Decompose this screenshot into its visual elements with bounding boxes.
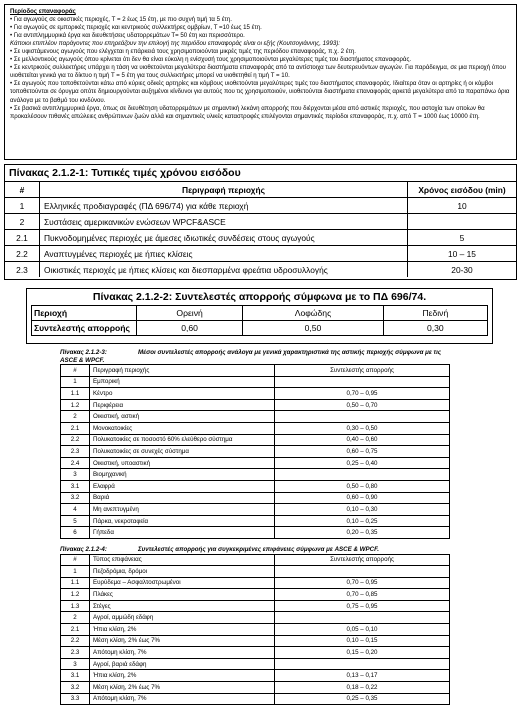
runoff-coefficient-pd-table [26,288,493,344]
row-value: 0,18 – 0,22 [275,682,450,694]
row-value [275,658,450,670]
notes-line: • Σε κεντρικούς συλλεκτήρες υπάρχει η τάση να υιοθετούνται μεγαλύτερα διαστήματα επαναφοράς από τα αντίστοιχα των δευτερευόντων αγωγών. Για παράδειγμα, σε μια περιοχή όπου υιοθετείται γενικά για το δίκτυο η τιμή T = 5 έτη για τους συλλεκτήρες μπορεί να υιοθετηθεί η τιμή T = 10. [10,64,506,80]
surface-runoff-table [60,546,450,705]
row-description: Οικιστική, υποαστική [90,457,275,469]
row-number: 3.1 [61,480,90,492]
row-number: 2.4 [61,457,90,469]
row-description: Αγροί, αμμώδη εδάφη [90,612,275,624]
row-description: Ελληνικές προδιαγραφές (ΠΔ 696/74) για κάθε περιοχή [40,198,408,214]
header-cell: # [61,365,90,377]
row-value: 0,50 – 0,80 [275,480,450,492]
table-row [61,480,450,492]
row-number: 2.2 [61,635,90,647]
row-value: 0,25 – 0,40 [275,457,450,469]
table-caption: Πίνακας 2.1.2-1: Τυπικές τιμές χρόνου εισόδου [9,167,241,179]
row-number: 2.1 [61,624,90,636]
row-number: 3.1 [61,670,90,682]
row-value: 0,40 – 0,60 [275,434,450,446]
table-row [61,647,450,659]
row-description: Μέση κλίση, 2% έως 7% [90,635,275,647]
table-body [60,554,450,706]
table-row [61,612,450,624]
table-row [61,600,450,612]
row-number: 3 [61,469,90,481]
header-cell: # [5,182,40,198]
table-row [61,515,450,527]
table-row [5,198,516,214]
notes-line: • Σε βασικά αντιπλημμυρικά έργα, όπως σε διευθέτηση υδατορρεμάτων με σημαντική λεκάνη απορροής που διέρχονται μέσα από αστικές περιοχές, που αστοχία των οποίων θα προκαλέσουν πιθανές απώλειες ανθρώπινων ζωών αλλά και σημαντικές υλικές καταστροφές επιλέγονται σημαντικές περίοδοι επαναφοράς, π.χ. από T = 1000 έως 10000 έτη. [10,104,485,120]
row-value: 0,10 – 0,25 [275,515,450,527]
row-value: 0,15 – 0,20 [275,647,450,659]
row-number: 1.2 [61,589,90,601]
row-number: 1.3 [61,600,90,612]
row-value: 10 – 15 [408,246,517,262]
row-description: Οικιστικές περιοχές με ήπιες κλίσεις και διεσπαρμένα φρεάτια υδροσυλλογής [40,262,408,278]
row-label: Συντελεστής απορροής [32,321,137,336]
table-row [61,492,450,504]
row-description: Πάρκα, νεκροταφεία [90,515,275,527]
row-value [275,612,450,624]
row-description: Εμπορική [90,376,275,388]
header-cell: Περιοχή [32,306,137,321]
row-description: Βιομηχανική [90,469,275,481]
row-number: 2.3 [61,647,90,659]
row-value: 0,30 [383,321,487,336]
table-row [61,422,450,434]
table-row [61,527,450,539]
row-description: Ελαφρά [90,480,275,492]
row-description: Πολυκατοικίες σε συνεχές σύστημα [90,446,275,458]
table-row [61,577,450,589]
row-description: Ήπια κλίση, 2% [90,670,275,682]
row-description: Γήπεδα [90,527,275,539]
row-number: 3.2 [61,492,90,504]
row-number: 1 [61,566,90,578]
table-row [61,635,450,647]
table-row [61,566,450,578]
table-row [61,388,450,400]
table-row [61,693,450,705]
row-number: 2.2 [61,434,90,446]
row-value: 0,75 – 0,95 [275,600,450,612]
header-cell: Περιγραφή περιοχής [40,182,408,198]
row-value: 0,10 – 0,30 [275,504,450,516]
row-value [275,376,450,388]
notes-line: Κάποιοι επιπλέον παράγοντες που επηρεάζουν την επιλογή της περιόδου επαναφοράς είναι οι εξής (Κουτσογιάννης, 1993): [10,40,340,48]
row-number: 4 [61,504,90,516]
row-description: Αναπτυγμένες περιοχές με ήπιες κλίσεις [40,246,408,262]
header-cell: Χρόνος εισόδου (min) [408,182,517,198]
row-description: Αγροί, βαριά εδάφη [90,658,275,670]
row-number: 2 [61,612,90,624]
row-number: 2.1 [61,422,90,434]
table-row [61,682,450,694]
row-value: 0,30 – 0,50 [275,422,450,434]
row-number: 2 [61,411,90,423]
header-cell: Ορεινή [137,306,243,321]
row-value: 0,50 [243,321,383,336]
notes-line: • Σε υφιστάμενους αγωγούς που ελέγχεται η επάρκειά τους χρησιμοποιούνται μικρές τιμές της περιόδου επαναφοράς, π.χ. 2 έτη. [10,48,356,56]
table-row [61,376,450,388]
row-number: 6 [61,527,90,539]
table-body [60,364,450,539]
table-header-row [5,182,516,198]
row-description: Ευρύδεμα – Ασφαλτοστρωμένοι [90,577,275,589]
row-number: 2.1 [5,230,40,246]
row-value: 0,70 – 0,95 [275,388,450,400]
row-value: 0,13 – 0,17 [275,670,450,682]
table-caption [60,546,450,554]
row-number: 2.3 [5,262,40,278]
table-row [61,411,450,423]
row-description: Πεζοδρόμια, δρόμοι [90,566,275,578]
header-cell: Τύπος επιφάνειας [90,554,275,566]
row-value [275,469,450,481]
table-header-row [61,365,450,377]
row-value: 0,70 – 0,95 [275,577,450,589]
row-value [408,214,517,230]
row-description: Πλάκες [90,589,275,601]
table-row [61,399,450,411]
table-header-row [32,306,488,321]
row-description: Μέση κλίση, 2% έως 7% [90,682,275,694]
header-cell: Συντελεστής απορροής [275,365,450,377]
row-value: 10 [408,198,517,214]
table-row [61,434,450,446]
header-cell: Λοφώδης [243,306,383,321]
row-value: 0,05 – 0,10 [275,624,450,636]
row-value: 0,20 – 0,35 [275,527,450,539]
table-row [32,321,488,336]
table-row [61,624,450,636]
row-description: Πολυκατοικίες σε ποσοστό 60% ελεύθερο σύστημα [90,434,275,446]
row-description: Απότομη κλίση, 7% [90,693,275,705]
row-number: 1.1 [61,388,90,400]
notes-line: • Σε αγωγούς που τοποθετούνται κάτω από κύριες οδικές αρτηρίες και κόμβους υιοθετούνται μεγαλύτερες τιμές του διαστήματος επαναφοράς. Ιδιαίτερα όταν οι αρτηρίες ή οι κόμβοι τοποθετούνται σε όρυγμα οπότε δημιουργούνται αυξημένοι κίνδυνοι για αυτούς που τις χρησιμοποιούν, υιοθετούνται διαστήματα επαναφοράς αρκετά μεγαλύτερα από τα παραπάνω όρια ανάλογα με το βαθμό του κινδύνου. [10,80,510,104]
table-row [61,589,450,601]
caption-text: Μέσοι συντελεστές απορροής ανάλογα με γενικά χαρακτηριστικά της αστικής περιοχής σύμφωνα με τις ASCE & WPCF. [60,349,442,364]
row-description: Περιφέρεια [90,399,275,411]
notes-line: • Για αγωγούς σε εμπορικές περιοχές και κεντρικούς συλλεκτήρες ομβρίων, T =10 έως 15 έτη. [10,24,262,32]
row-value: 0,60 – 0,75 [275,446,450,458]
header-cell: Πεδινή [383,306,487,321]
row-number: 1.2 [61,399,90,411]
row-value: 5 [408,230,517,246]
notes-line: • Σε μελλοντικούς αγωγούς όπου κρίνεται ότι δεν θα είναι εύκολη η ενίσχυσή τους χρησιμοποιούνται μεγαλύτερες τιμές του διαστήματος επαναφοράς. [10,56,412,64]
row-description: Στέγες [90,600,275,612]
row-value: 0,60 – 0,90 [275,492,450,504]
row-value [275,566,450,578]
row-description: Μονοκατοικίες [90,422,275,434]
table-row [61,504,450,516]
table-row [61,457,450,469]
row-value: 0,10 – 0,15 [275,635,450,647]
table-row [5,262,516,278]
caption-text: Συντελεστές απορροής για συγκεκριμένες επιφάνειες σύμφωνα με ASCE & WPCF. [138,546,379,553]
row-value: 0,50 – 0,70 [275,399,450,411]
row-value: 0,25 – 0,35 [275,693,450,705]
table-row [61,670,450,682]
row-number: 1 [5,198,40,214]
row-number: 2 [5,214,40,230]
row-value: 20-30 [408,262,517,278]
table-header-row [61,554,450,566]
row-value: 0,60 [137,321,243,336]
inlet-time-table [4,164,517,280]
return-period-notes [4,4,517,160]
row-description: Ήπια κλίση, 2% [90,624,275,636]
row-value [275,411,450,423]
table-row [61,469,450,481]
table-row [5,214,516,230]
notes-line: • Για αντιπλημμυρικά έργα και διευθετήσεις υδατορρεμάτων T= 50 έτη και περισσότερο. [10,32,245,40]
caption-key: Πίνακας 2.1.2-4: [60,546,107,553]
row-number: 5 [61,515,90,527]
urban-runoff-table [60,349,450,539]
row-number: 1 [61,376,90,388]
table-row [5,246,516,262]
table-row [61,446,450,458]
table-caption: Πίνακας 2.1.2-2: Συντελεστές απορροής σύμφωνα με το ΠΔ 696/74. [92,291,427,303]
row-description: Συστάσεις αμερικανικών ενώσεων WPCF&ASCE [40,214,408,230]
row-number: 1.1 [61,577,90,589]
row-value: 0,70 – 0,85 [275,589,450,601]
row-number: 3.2 [61,682,90,694]
header-cell: Περιγραφή περιοχής [90,365,275,377]
header-cell: Συντελεστής απορροής [275,554,450,566]
row-description: Απότομη κλίση, 7% [90,647,275,659]
row-description: Μη ανεπτυγμένη [90,504,275,516]
row-description: Οικιστική, αστική [90,411,275,423]
caption-key: Πίνακας 2.1.2-3: [60,349,107,356]
row-number: 2.3 [61,446,90,458]
row-number: 2.2 [5,246,40,262]
row-description: Βαριά [90,492,275,504]
row-number: 3.3 [61,693,90,705]
header-cell: # [61,554,90,566]
table-caption [60,349,450,364]
table-row [61,658,450,670]
row-description: Πυκνοδομημένες περιοχές με άμεσες ιδιωτικές συνδέσεις στους αγωγούς [40,230,408,246]
notes-title: Περίοδος επαναφοράς [10,8,76,15]
table-row [5,230,516,246]
row-description: Κέντρο [90,388,275,400]
row-number: 3 [61,658,90,670]
notes-line: • Για αγωγούς σε οικιστικές περιοχές, T = 2 έως 15 έτη, με πιο συχνή τιμή τα 5 έτη. [10,16,232,24]
